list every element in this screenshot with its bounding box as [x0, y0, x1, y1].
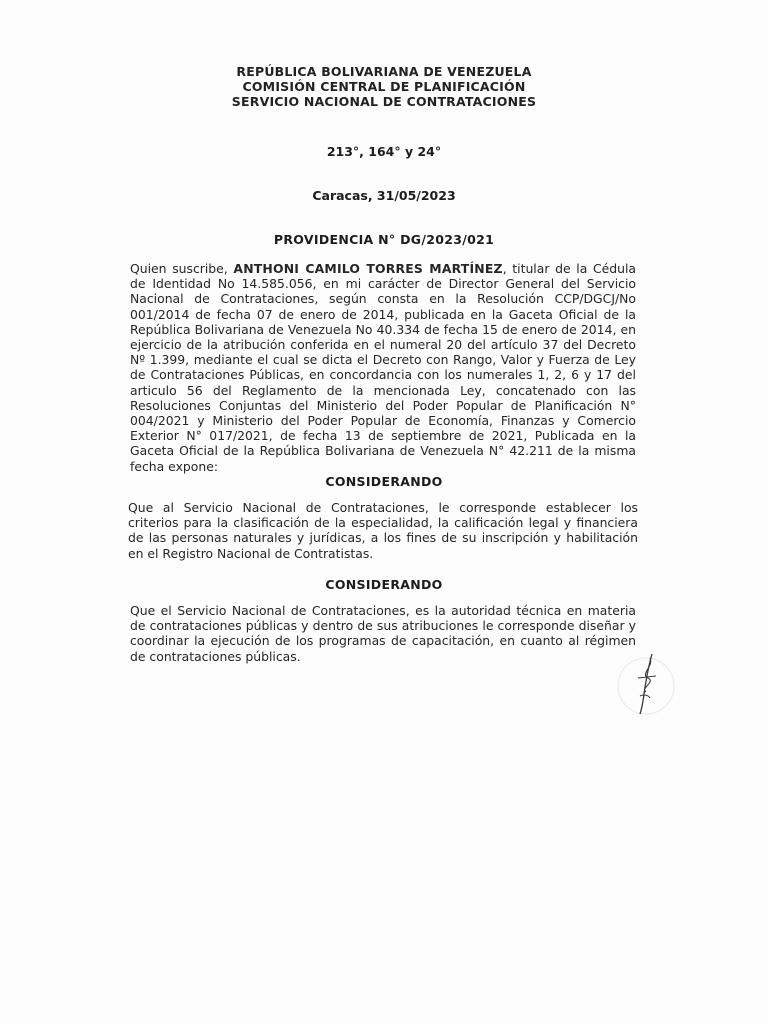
signatory-name: ANTHONI CAMILO TORRES MARTÍNEZ: [233, 261, 503, 276]
considerando-text-1: Que al Servicio Nacional de Contrataciones, le corresponde establecer los criterios para la clasificación de la especialidad, la calificación legal y financiera de las personas naturales y jurídicas, a los fines de su inscripción y habilitación en el Registro Nacional de Contratistas.: [128, 500, 638, 561]
considerando-heading-1: CONSIDERANDO: [325, 474, 443, 489]
header-line-commission: COMISIÓN CENTRAL DE PLANIFICACIÓN: [242, 79, 526, 94]
document-date: Caracas, 31/05/2023: [312, 188, 456, 203]
intro-prefix: Quien suscribe,: [130, 261, 234, 276]
considerando-text-2: Que el Servicio Nacional de Contrataciones, es la autoridad técnica en materia de contrataciones públicas y dentro de sus atribuciones le corresponde diseñar y coordinar la ejecución de los programas de capacitación, en cuanto al régimen de contrataciones públicas.: [130, 603, 636, 664]
header-line-service: SERVICIO NACIONAL DE CONTRATACIONES: [231, 94, 537, 109]
header-line-republic: REPÚBLICA BOLIVARIANA DE VENEZUELA: [236, 64, 532, 79]
document-header: [0, 64, 768, 109]
intro-paragraph: [130, 261, 636, 474]
considerando-heading-2: CONSIDERANDO: [325, 577, 443, 592]
document-title: PROVIDENCIA N° DG/2023/021: [273, 232, 495, 247]
signature-initial-icon: [610, 648, 680, 718]
intro-body: , titular de la Cédula de Identidad No 14.585.056, en mi carácter de Director General del Servicio Nacional de Contrataciones, según consta en la Resolución CCP/DGCJ/No 001/2014 de fecha 07 de enero de 2014, publicada en la Gaceta Oficial de la República Bolivariana de Venezuela No 40.334 de fecha 15 de enero de 2014, en ejercicio de la atribución conferida en el numeral 20 del artículo 37 del Decreto Nº 1.399, mediante el cual se dicta el Decreto con Rango, Valor y Fuerza de Ley de Contrataciones Públicas, en concordancia con los numerales 1, 2, 6 y 17 del articulo 56 del Reglamento de la mencionada Ley, concatenado con las Resoluciones Conjuntas del Ministerio del Poder Popular de Planificación N° 004/2021 y Ministerio del Poder Popular de Economía, Finanzas y Comercio Exterior N° 017/2021, de fecha 13 de septiembre de 2021, Publicada en la Gaceta Oficial de la República Bolivariana de Venezuela N° 42.211 de la misma fecha expone:: [130, 261, 636, 474]
years-line: 213°, 164° y 24°: [326, 144, 442, 159]
